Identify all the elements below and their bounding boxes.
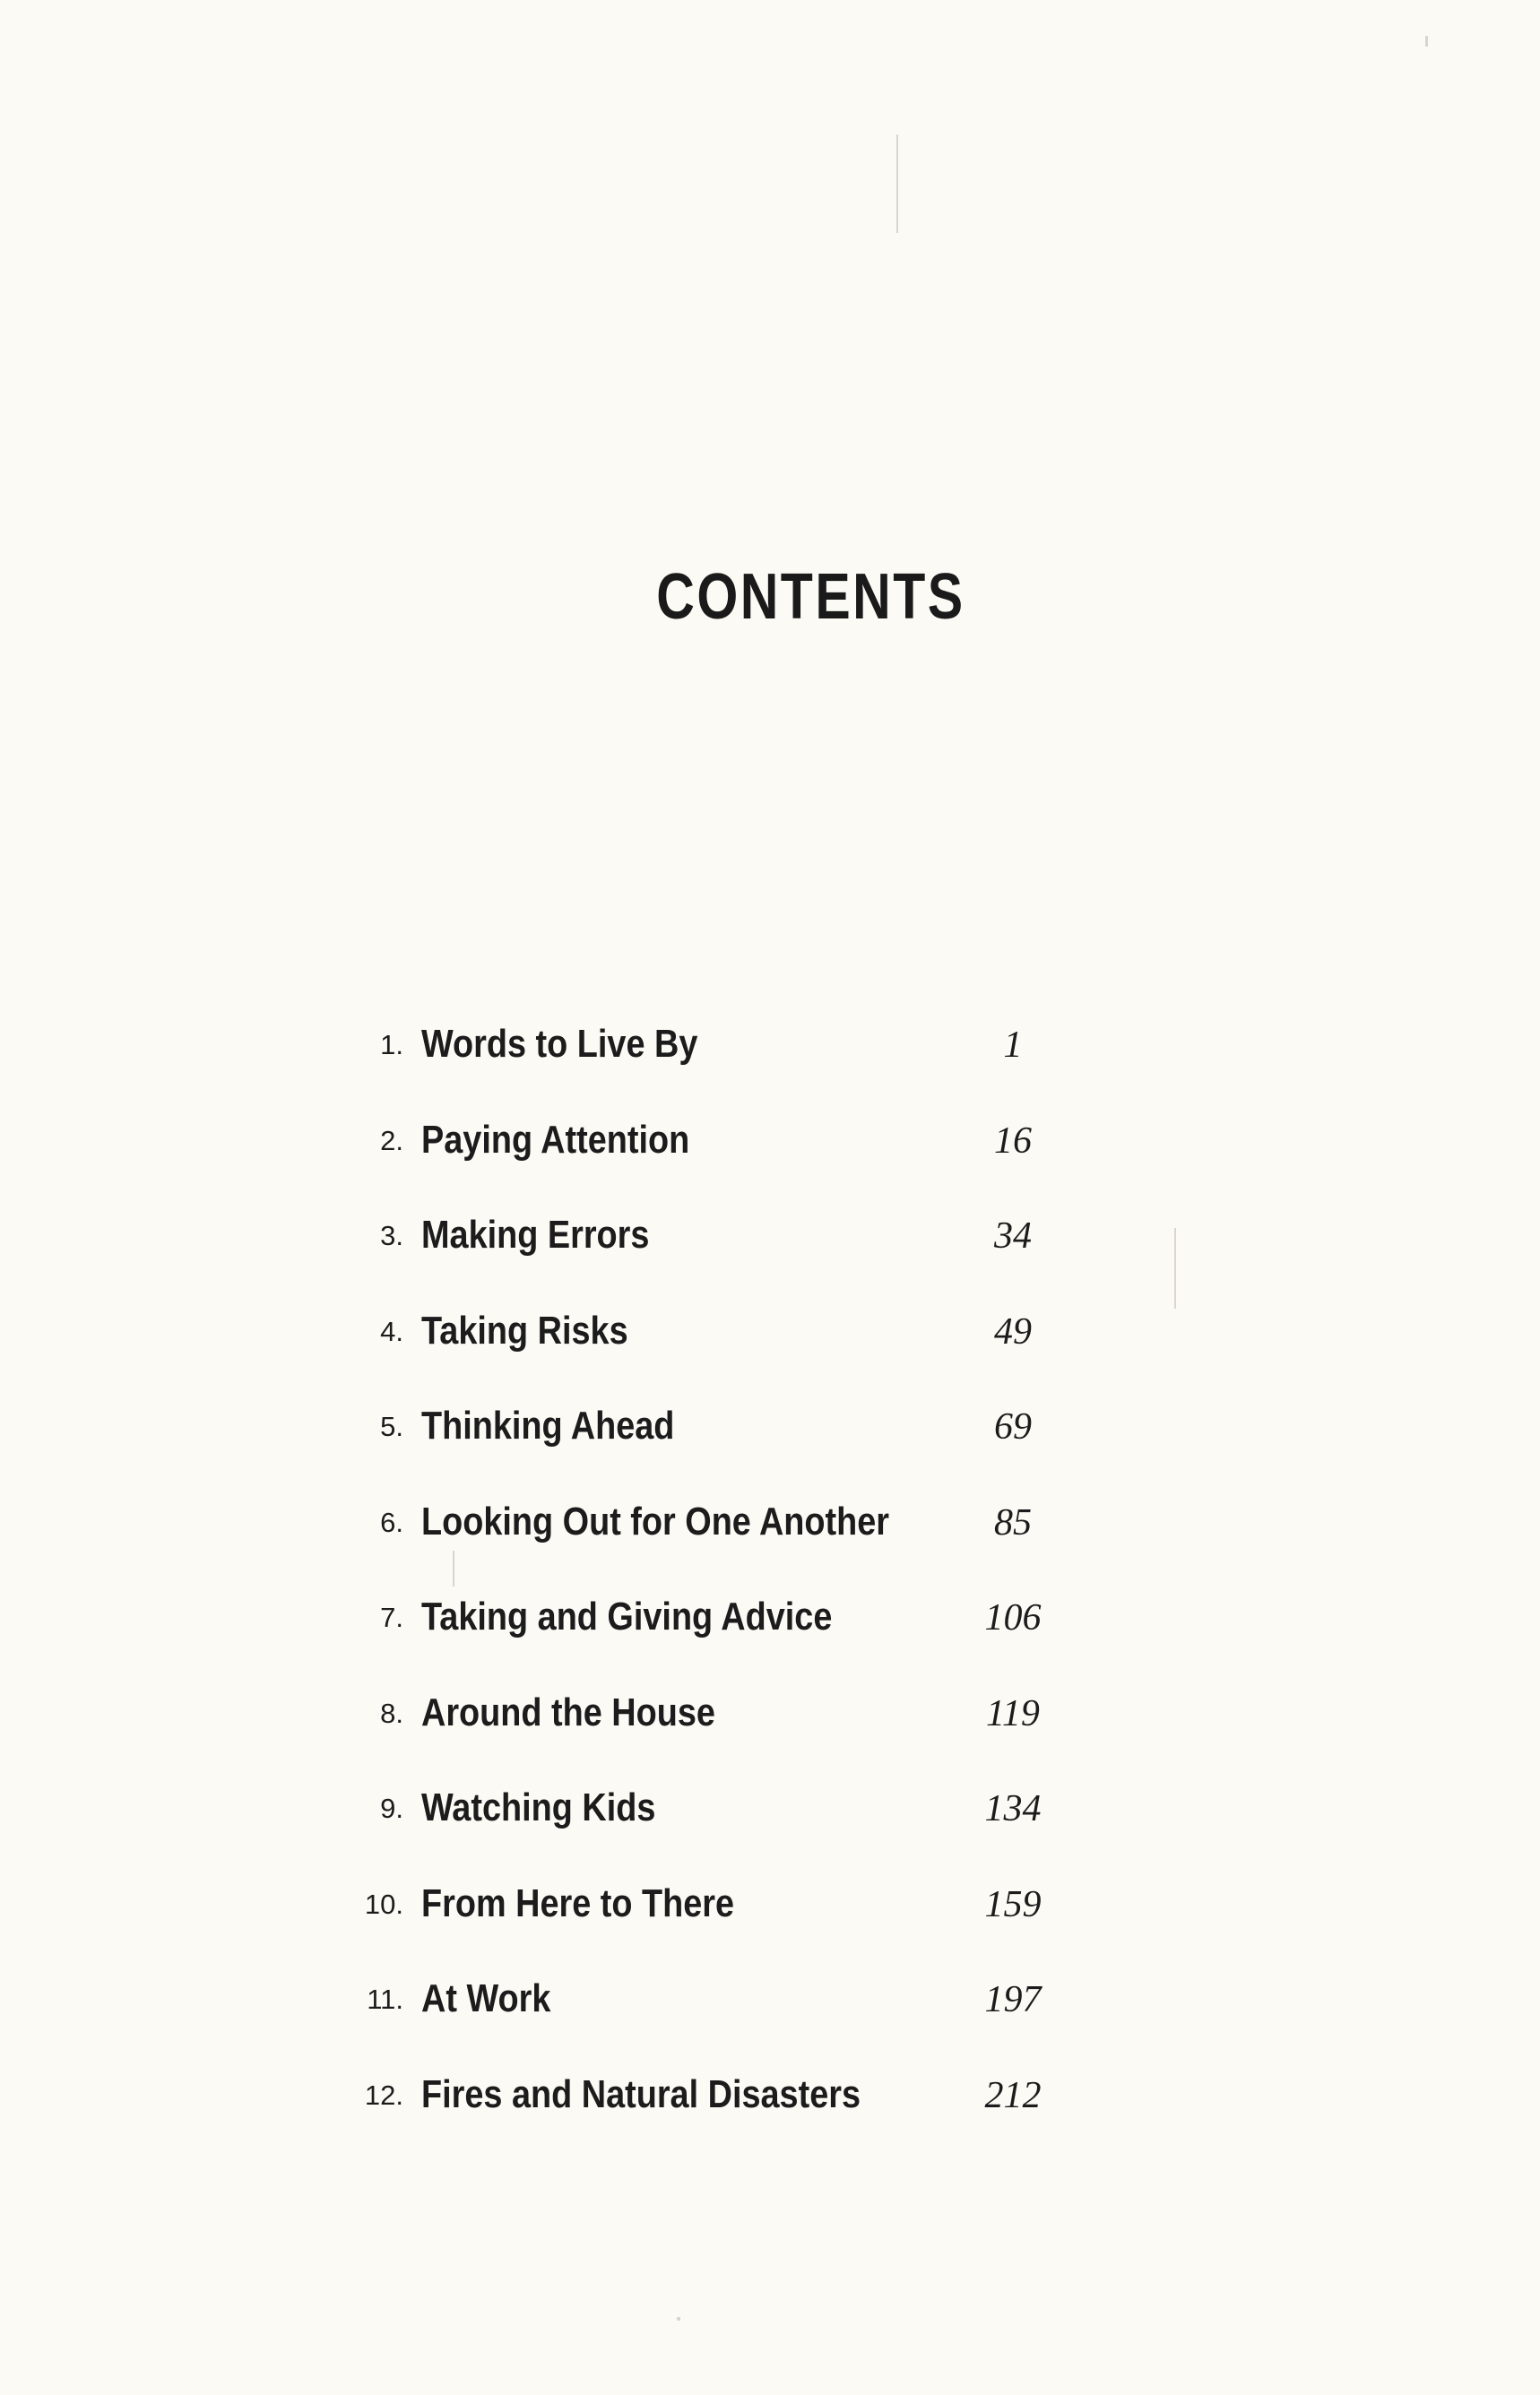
- chapter-number: 7.: [380, 1602, 403, 1633]
- toc-entry[interactable]: [359, 1491, 1094, 1587]
- page-number: 16: [994, 1120, 1032, 1162]
- chapter-number: 1.: [380, 1029, 403, 1060]
- scan-speck: [1174, 1228, 1176, 1309]
- toc-entry[interactable]: [359, 1586, 1094, 1682]
- chapter-title: Around the House: [421, 1690, 715, 1734]
- chapter-title: From Here to There: [421, 1881, 735, 1925]
- page-number: 49: [994, 1310, 1032, 1353]
- chapter-title: Words to Live By: [421, 1022, 698, 1066]
- page-number: 134: [984, 1788, 1042, 1829]
- toc-entry[interactable]: [359, 1013, 1094, 1109]
- toc-entry[interactable]: [359, 1967, 1094, 2063]
- page-number: 69: [994, 1406, 1032, 1448]
- scan-speck: [1425, 36, 1428, 47]
- toc-entry[interactable]: [359, 1777, 1094, 1872]
- page-number: 34: [994, 1215, 1032, 1257]
- toc-entry[interactable]: [359, 1682, 1094, 1777]
- chapter-number: 11.: [367, 1984, 403, 2015]
- chapter-number: 9.: [380, 1793, 403, 1824]
- page-number: 119: [986, 1692, 1040, 1734]
- toc-entry[interactable]: [359, 1300, 1094, 1396]
- chapter-title: At Work: [421, 1976, 551, 2020]
- chapter-title: Thinking Ahead: [421, 1404, 675, 1448]
- chapter-title: Paying Attention: [421, 1117, 690, 1162]
- chapter-number: 4.: [380, 1315, 403, 1347]
- chapter-title: Making Errors: [421, 1213, 650, 1257]
- chapter-title: Looking Out for One Another: [421, 1499, 890, 1543]
- scan-speck: [896, 134, 898, 233]
- chapter-number: 5.: [380, 1411, 403, 1442]
- chapter-title: Fires and Natural Disasters: [421, 2071, 861, 2116]
- page-title: CONTENTS: [656, 561, 965, 633]
- scan-speck: [677, 2317, 680, 2321]
- chapter-number: 8.: [380, 1697, 403, 1729]
- chapter-number: 12.: [364, 2079, 403, 2111]
- page-number: 159: [984, 1883, 1042, 1925]
- toc-entry[interactable]: [359, 1204, 1094, 1300]
- page-number: 1: [1003, 1025, 1023, 1066]
- chapter-number: 10.: [364, 1888, 403, 1920]
- chapter-title: Watching Kids: [421, 1785, 656, 1829]
- chapter-number: 3.: [380, 1220, 403, 1251]
- chapter-number: 2.: [380, 1124, 403, 1156]
- toc-entry[interactable]: [359, 2063, 1094, 2159]
- chapter-title: Taking Risks: [421, 1308, 628, 1353]
- chapter-title: Taking and Giving Advice: [421, 1595, 833, 1638]
- page-number: 212: [984, 2074, 1042, 2116]
- toc-entry[interactable]: [359, 1109, 1094, 1205]
- page-number: 85: [994, 1501, 1032, 1543]
- toc-entry[interactable]: [359, 1395, 1094, 1491]
- page-number: 106: [984, 1597, 1042, 1638]
- table-of-contents: [359, 1013, 1094, 2158]
- page-number: 197: [984, 1979, 1042, 2020]
- toc-entry[interactable]: [359, 1872, 1094, 1968]
- chapter-number: 6.: [380, 1506, 403, 1538]
